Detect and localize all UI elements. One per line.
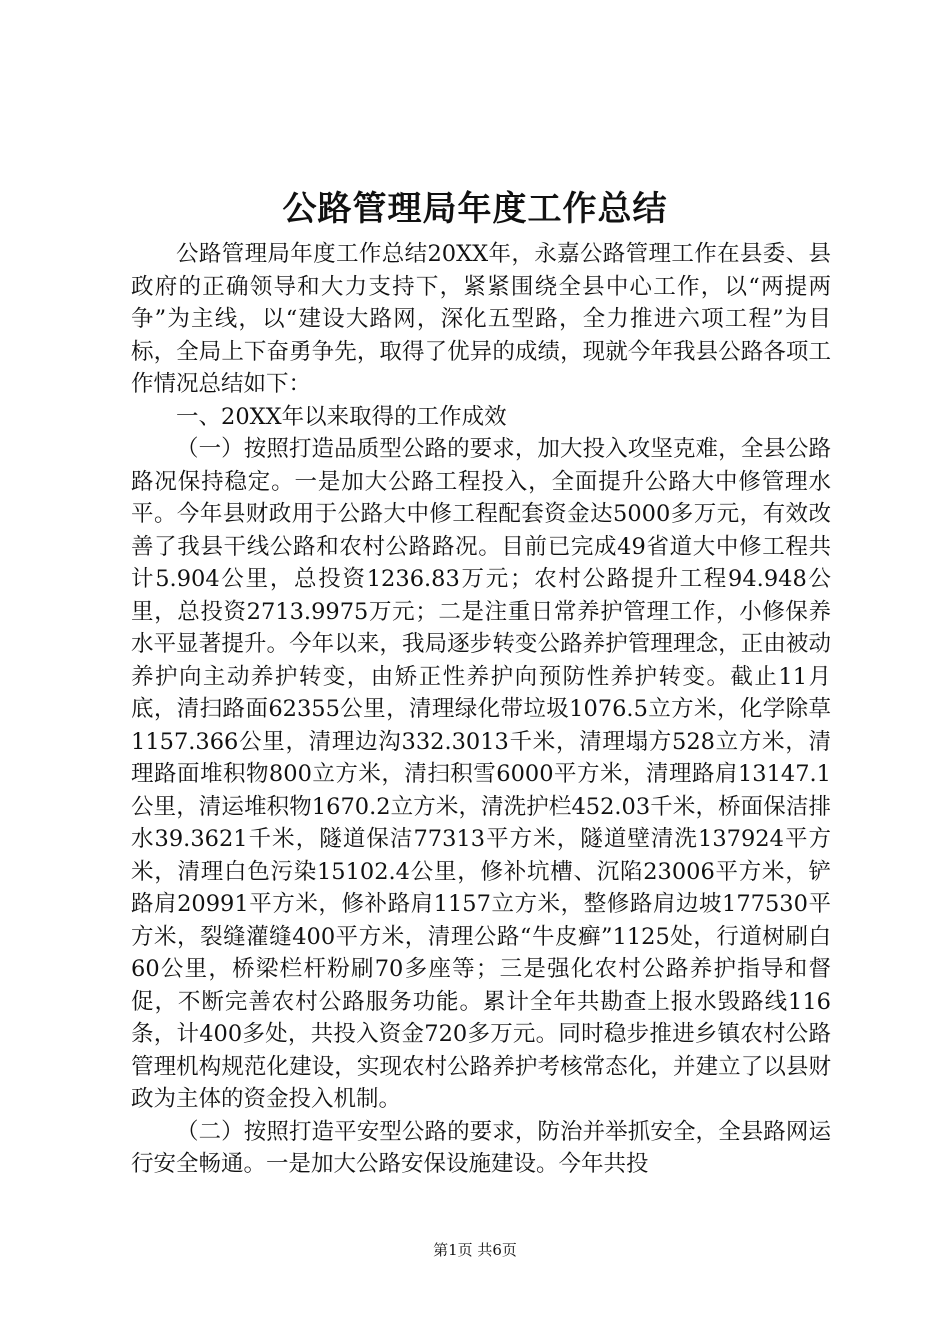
paragraph-intro: 公路管理局年度工作总结20XX年，永嘉公路管理工作在县委、县政府的正确领导和大力支持下，紧紧围绕全县中心工作，以“两提两争”为主线，以“建设大路网，深化五型路，全力推进六项工程”为目标，全局上下奋勇争先，取得了优异的成绩，现就今年我县公路各项工作情况总结如下： (131, 241, 831, 397)
document-body (131, 238, 831, 1181)
document-title: 公路管理局年度工作总结 (282, 189, 668, 229)
paragraph-quality-roads: （一）按照打造品质型公路的要求，加大投入攻坚克难，全县公路路况保持稳定。一是加大公路工程投入，全面提升公路大中修管理水平。今年县财政用于公路大中修工程配套资金达5000多万元，有效改善了我县干线公路和农村公路路况。目前已完成49省道大中修工程共计5.904公里，总投资1236.83万元；农村公路提升工程94.948公里，总投资2713.9975万元；二是注重日常养护管理工作，小修保养水平显著提升。今年以来，我局逐步转变公路养护管理理念，正由被动养护向主动养护转变，由矫正性养护向预防性养护转变。截止11月底，清扫路面62355公里，清理绿化带垃圾1076.5立方米，化学除草1157.366公里，清理边沟332.3013千米，清理塌方528立方米，清理路面堆积物800立方米，清扫积雪6000平方米，清理路肩13147.1公里，清运堆积物1670.2立方米，清洗护栏452.03千米，桥面保洁排水39.3621千米，隧道保洁77313平方米，隧道壁清洗137924平方米，清理白色污染15102.4公里，修补坑槽、沉陷23006平方米，铲路肩20991平方米，修补路肩1157立方米，整修路肩边坡177530平方米，裂缝灌缝400平方米，清理公路“牛皮癣”1125处，行道树刷白60公里，桥梁栏杆粉刷70多座等；三是强化农村公路养护指导和督促，不断完善农村公路服务功能。累计全年共勘查上报水毁路线116条，计400多处，共投入资金720多万元。同时稳步推进乡镇农村公路管理机构规范化建设，实现农村公路养护考核常态化，并建立了以县财政为主体的资金投入机制。 (131, 436, 831, 1112)
page-number-footer: 第1页 共6页 (433, 1241, 517, 1259)
section-heading-achievements: 一、20XX年以来取得的工作成效 (176, 403, 507, 430)
paragraph-safe-roads: （二）按照打造平安型公路的要求，防治并举抓安全，全县路网运行安全畅通。一是加大公路安保设施建设。今年共投 (131, 1118, 831, 1177)
